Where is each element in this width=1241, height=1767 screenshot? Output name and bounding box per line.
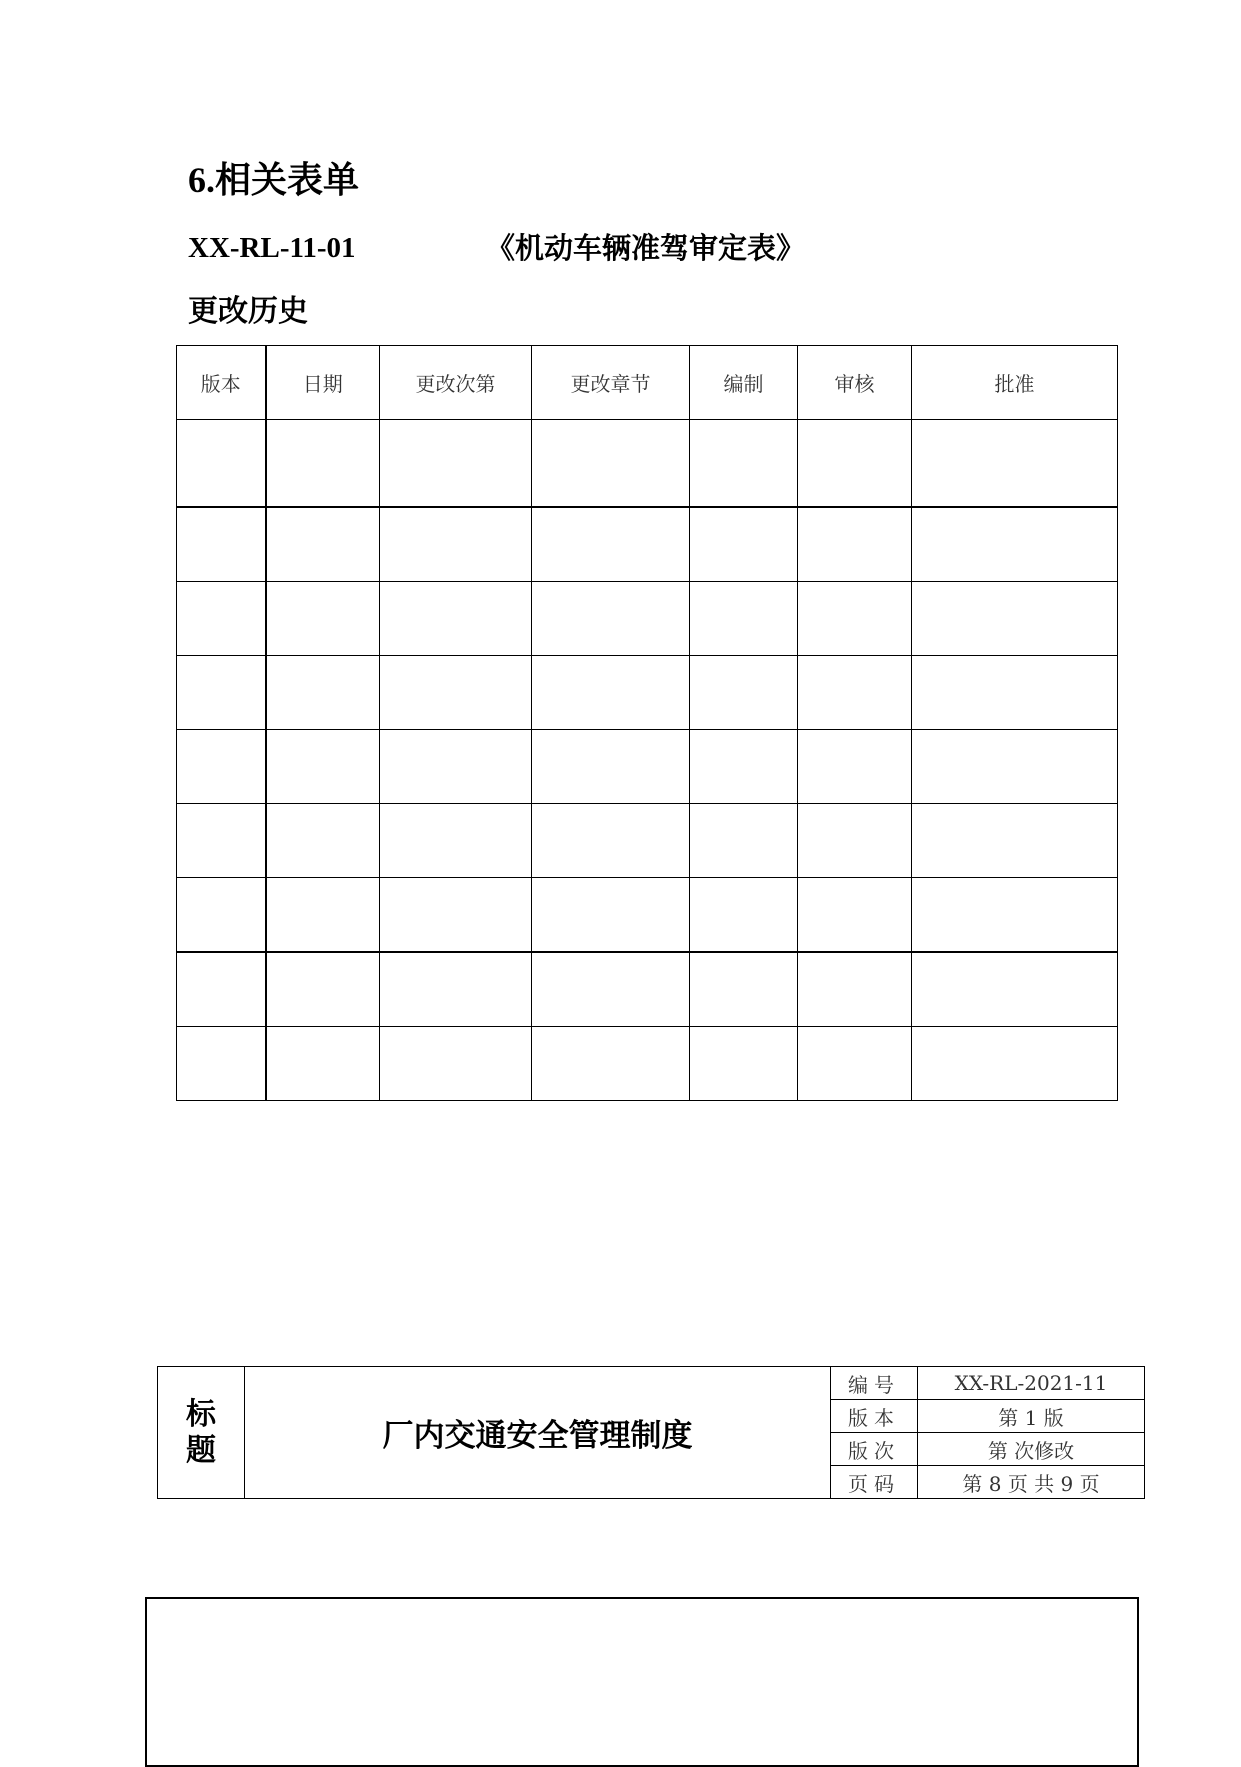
- table-cell[interactable]: [266, 952, 380, 1027]
- table-cell[interactable]: [380, 507, 532, 582]
- header-change-section: 更改章节: [532, 346, 690, 420]
- table-cell[interactable]: [532, 507, 690, 582]
- table-cell[interactable]: [380, 952, 532, 1027]
- table-cell[interactable]: [912, 656, 1118, 730]
- table-cell[interactable]: [912, 1027, 1118, 1101]
- table-cell[interactable]: [266, 582, 380, 656]
- table-row: [177, 952, 1118, 1027]
- table-cell[interactable]: [177, 878, 266, 953]
- table-cell[interactable]: [532, 1027, 690, 1101]
- table-row: [177, 1027, 1118, 1101]
- table-cell[interactable]: [380, 420, 532, 508]
- form-name: 《机动车辆准驾审定表》: [486, 231, 806, 265]
- table-cell[interactable]: [912, 878, 1118, 953]
- page-number-value: 第 8 页 共 9 页: [918, 1466, 1145, 1499]
- table-cell[interactable]: [177, 656, 266, 730]
- table-row: [177, 420, 1118, 508]
- table-cell[interactable]: [690, 582, 798, 656]
- table-cell[interactable]: [177, 804, 266, 878]
- table-cell[interactable]: [177, 730, 266, 804]
- table-cell[interactable]: [798, 582, 912, 656]
- table-cell[interactable]: [532, 582, 690, 656]
- table-cell[interactable]: [532, 730, 690, 804]
- table-cell[interactable]: [177, 582, 266, 656]
- doc-number-label: 编号: [831, 1367, 918, 1400]
- table-cell[interactable]: [380, 878, 532, 953]
- table-cell[interactable]: [532, 878, 690, 953]
- title-label-line-1: 标: [186, 1396, 216, 1432]
- table-row: [177, 730, 1118, 804]
- table-header-row: [177, 346, 1118, 420]
- table-cell[interactable]: [177, 952, 266, 1027]
- revision-value: 第 次修改: [918, 1433, 1145, 1466]
- table-row: [177, 804, 1118, 878]
- table-cell[interactable]: [912, 582, 1118, 656]
- table-cell[interactable]: [380, 582, 532, 656]
- table-cell[interactable]: [532, 656, 690, 730]
- table-cell[interactable]: [798, 656, 912, 730]
- history-title: 更改历史: [188, 294, 308, 329]
- form-code: XX-RL-11-01: [188, 232, 356, 264]
- table-row: [177, 507, 1118, 582]
- title-label-line-2: 题: [186, 1432, 216, 1468]
- table-cell[interactable]: [912, 507, 1118, 582]
- table-cell[interactable]: [532, 804, 690, 878]
- table-cell[interactable]: [690, 1027, 798, 1101]
- document-title: 厂内交通安全管理制度: [245, 1367, 831, 1499]
- table-cell[interactable]: [798, 804, 912, 878]
- table-cell[interactable]: [912, 420, 1118, 508]
- header-approved-by: 批准: [912, 346, 1118, 420]
- table-cell[interactable]: [380, 1027, 532, 1101]
- header-date: 日期: [266, 346, 380, 420]
- section-title: 6.相关表单: [188, 160, 360, 200]
- table-cell[interactable]: [690, 878, 798, 953]
- table-cell[interactable]: [798, 730, 912, 804]
- table-cell[interactable]: [266, 804, 380, 878]
- table-cell[interactable]: [690, 730, 798, 804]
- table-cell[interactable]: [266, 507, 380, 582]
- table-cell[interactable]: [798, 420, 912, 508]
- table-cell[interactable]: [380, 656, 532, 730]
- table-cell[interactable]: [798, 952, 912, 1027]
- table-cell[interactable]: [798, 878, 912, 953]
- title-label: [158, 1367, 245, 1499]
- edition-label: 版本: [831, 1400, 918, 1433]
- table-cell[interactable]: [177, 1027, 266, 1101]
- document-title-block: [157, 1366, 1145, 1499]
- table-cell[interactable]: [912, 952, 1118, 1027]
- table-cell[interactable]: [266, 420, 380, 508]
- revision-label: 版次: [831, 1433, 918, 1466]
- table-cell[interactable]: [690, 656, 798, 730]
- table-cell[interactable]: [798, 507, 912, 582]
- header-prepared-by: 编制: [690, 346, 798, 420]
- table-cell[interactable]: [690, 804, 798, 878]
- table-cell[interactable]: [532, 952, 690, 1027]
- edition-value: 第 1 版: [918, 1400, 1145, 1433]
- table-cell[interactable]: [177, 507, 266, 582]
- doc-number-value: XX-RL-2021-11: [918, 1367, 1145, 1400]
- page-number-label: 页码: [831, 1466, 918, 1499]
- table-cell[interactable]: [266, 730, 380, 804]
- table-cell[interactable]: [266, 1027, 380, 1101]
- table-cell[interactable]: [690, 420, 798, 508]
- table-row: [177, 656, 1118, 730]
- header-change-number: 更改次第: [380, 346, 532, 420]
- table-cell[interactable]: [380, 804, 532, 878]
- table-cell[interactable]: [690, 952, 798, 1027]
- change-history-table: [176, 345, 1118, 1101]
- table-cell[interactable]: [177, 420, 266, 508]
- table-cell[interactable]: [912, 730, 1118, 804]
- header-reviewed-by: 审核: [798, 346, 912, 420]
- table-cell[interactable]: [798, 1027, 912, 1101]
- table-cell[interactable]: [266, 656, 380, 730]
- table-cell[interactable]: [912, 804, 1118, 878]
- header-version: 版本: [177, 346, 266, 420]
- table-cell[interactable]: [266, 878, 380, 953]
- table-cell[interactable]: [380, 730, 532, 804]
- next-page-border-box: [145, 1597, 1139, 1767]
- table-row: [177, 582, 1118, 656]
- table-cell[interactable]: [690, 507, 798, 582]
- table-row: [177, 878, 1118, 953]
- table-cell[interactable]: [532, 420, 690, 508]
